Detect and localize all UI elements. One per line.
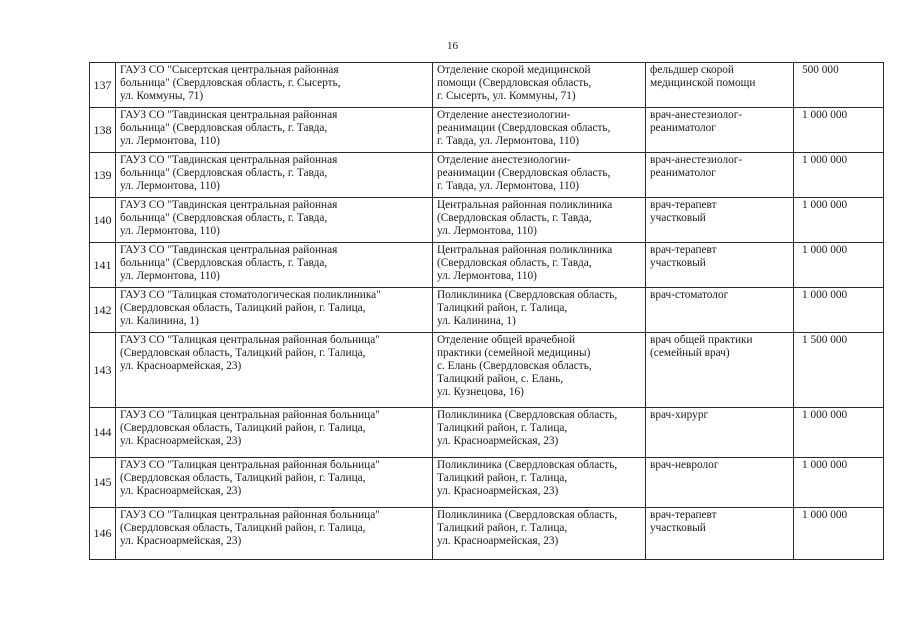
position-line: участковый [650,522,706,534]
org-line: ул. Красноармейская, 23) [120,435,242,447]
org-line: ул. Красноармейская, 23) [120,485,242,497]
page-number: 16 [447,40,458,52]
division-line: Отделение общей врачебной [437,334,575,346]
row-number-cell: 145 [90,458,116,508]
division-line: ул. Лермонтова, 110) [437,225,537,237]
division-cell [433,408,646,458]
org-line: ул. Лермонтова, 110) [120,225,220,237]
position-cell [646,508,794,560]
org-line: ул. Лермонтова, 110) [120,135,220,147]
org-line: ГАУЗ СО "Талицкая центральная районная больница" [120,409,380,421]
division-cell [433,63,646,108]
position-line: фельдшер скорой [650,64,734,76]
amount-cell: 1 000 000 [794,408,884,458]
organization-cell [116,288,433,333]
row-number-cell: 142 [90,288,116,333]
amount-cell: 1 000 000 [794,108,884,153]
table-row [90,108,884,153]
position-line: врач-терапевт [650,199,717,211]
org-line: ул. Коммуны, 71) [120,90,204,102]
org-line: ГАУЗ СО "Тавдинская центральная районная [120,109,338,121]
amount-cell: 1 000 000 [794,198,884,243]
org-line: (Свердловская область, Талицкий район, г. Талица, [120,522,366,534]
org-line: ул. Красноармейская, 23) [120,360,242,372]
row-number-cell: 144 [90,408,116,458]
row-number-cell: 137 [90,63,116,108]
position-cell [646,458,794,508]
table-row [90,243,884,288]
division-line: с. Елань (Свердловская область, [437,360,592,372]
position-line: реаниматолог [650,122,716,134]
position-cell [646,243,794,288]
amount-cell: 1 000 000 [794,288,884,333]
amount-cell: 500 000 [794,63,884,108]
organization-cell [116,458,433,508]
division-line: Талицкий район, г. Талица, [437,472,568,484]
org-line: больница" (Свердловская область, г. Тавда, [120,212,328,224]
amount-cell: 1 000 000 [794,153,884,198]
position-cell [646,153,794,198]
position-cell [646,63,794,108]
amount-cell: 1 000 000 [794,243,884,288]
org-line: ГАУЗ СО "Талицкая центральная районная больница" [120,509,380,521]
amount-cell: 1 000 000 [794,508,884,560]
organization-cell [116,198,433,243]
position-cell [646,408,794,458]
division-line: практики (семейной медицины) [437,347,591,359]
row-number-cell: 139 [90,153,116,198]
division-line: г. Тавда, ул. Лермонтова, 110) [437,180,580,192]
table-row [90,458,884,508]
division-cell [433,198,646,243]
division-cell [433,108,646,153]
org-line: больница" (Свердловская область, г. Тавда, [120,257,328,269]
row-number-cell: 143 [90,333,116,408]
organization-cell [116,108,433,153]
org-line: (Свердловская область, Талицкий район, г. Талица, [120,347,366,359]
division-line: помощи (Свердловская область, [437,77,592,89]
org-line: ГАУЗ СО "Талицкая центральная районная больница" [120,334,380,346]
organization-cell [116,243,433,288]
position-cell [646,333,794,408]
division-cell [433,243,646,288]
position-line: участковый [650,212,706,224]
division-cell [433,458,646,508]
table-row [90,198,884,243]
org-line: ГАУЗ СО "Талицкая центральная районная больница" [120,459,380,471]
position-line: врач-терапевт [650,509,717,521]
position-cell [646,198,794,243]
org-line: (Свердловская область, Талицкий район, г. Талица, [120,472,366,484]
position-line: (семейный врач) [650,347,730,359]
position-line: врач-терапевт [650,244,717,256]
division-line: ул. Красноармейская, 23) [437,535,559,547]
division-line: (Свердловская область, г. Тавда, [437,257,592,269]
division-cell [433,288,646,333]
division-line: Поликлиника (Свердловская область, [437,289,618,301]
division-line: Талицкий район, г. Талица, [437,302,568,314]
organization-cell [116,153,433,198]
position-line: врач-стоматолог [650,289,729,301]
position-line: участковый [650,257,706,269]
org-line: ул. Красноармейская, 23) [120,535,242,547]
table-row [90,288,884,333]
division-line: Талицкий район, г. Талица, [437,422,568,434]
org-line: ГАУЗ СО "Талицкая стоматологическая поликлиника" [120,289,381,301]
amount-cell: 1 000 000 [794,458,884,508]
division-line: Поликлиника (Свердловская область, [437,509,618,521]
org-line: ГАУЗ СО "Тавдинская центральная районная [120,154,338,166]
org-line: ул. Лермонтова, 110) [120,270,220,282]
division-cell [433,508,646,560]
division-line: Талицкий район, с. Елань, [437,373,564,385]
org-line: ГАУЗ СО "Сысертская центральная районная [120,64,339,76]
organization-cell [116,408,433,458]
table-row [90,408,884,458]
division-line: Центральная районная поликлиника [437,244,613,256]
position-line: врач общей практики [650,334,753,346]
organization-cell [116,63,433,108]
division-line: Центральная районная поликлиника [437,199,613,211]
position-line: врач-невролог [650,459,719,471]
position-line: медицинской помощи [650,77,756,89]
division-cell [433,153,646,198]
division-line: Поликлиника (Свердловская область, [437,459,618,471]
amount-cell: 1 500 000 [794,333,884,408]
position-line: врач-анестезиолог- [650,154,743,166]
row-number-cell: 146 [90,508,116,560]
table-row [90,153,884,198]
organization-cell [116,508,433,560]
division-cell [433,333,646,408]
org-line: больница" (Свердловская область, г. Тавда, [120,167,328,179]
org-line: больница" (Свердловская область, г. Тавда, [120,122,328,134]
org-line: ул. Лермонтова, 110) [120,180,220,192]
organization-cell [116,333,433,408]
table-row [90,333,884,408]
position-cell [646,108,794,153]
division-line: Поликлиника (Свердловская область, [437,409,618,421]
position-line: реаниматолог [650,167,716,179]
org-line: ул. Калинина, 1) [120,315,199,327]
division-line: г. Сысерть, ул. Коммуны, 71) [437,90,576,102]
org-line: ГАУЗ СО "Тавдинская центральная районная [120,199,338,211]
division-line: ул. Красноармейская, 23) [437,435,559,447]
table-row [90,508,884,560]
org-line: ГАУЗ СО "Тавдинская центральная районная [120,244,338,256]
position-line: врач-хирург [650,409,709,421]
division-line: реанимации (Свердловская область, [437,167,611,179]
division-line: Отделение анестезиологии- [437,154,571,166]
row-number-cell: 141 [90,243,116,288]
division-line: (Свердловская область, г. Тавда, [437,212,592,224]
division-line: Отделение скорой медицинской [437,64,591,76]
division-line: Талицкий район, г. Талица, [437,522,568,534]
division-line: ул. Калинина, 1) [437,315,516,327]
division-line: реанимации (Свердловская область, [437,122,611,134]
org-line: (Свердловская область, Талицкий район, г. Талица, [120,422,366,434]
division-line: Отделение анестезиологии- [437,109,571,121]
row-number-cell: 138 [90,108,116,153]
vacancy-table [89,62,884,560]
division-line: ул. Лермонтова, 110) [437,270,537,282]
division-line: ул. Кузнецова, 16) [437,386,524,398]
row-number-cell: 140 [90,198,116,243]
org-line: больница" (Свердловская область, г. Сысерть, [120,77,341,89]
org-line: (Свердловская область, Талицкий район, г. Талица, [120,302,366,314]
table-body [90,63,884,560]
position-line: врач-анестезиолог- [650,109,743,121]
table-row [90,63,884,108]
division-line: г. Тавда, ул. Лермонтова, 110) [437,135,580,147]
position-cell [646,288,794,333]
division-line: ул. Красноармейская, 23) [437,485,559,497]
